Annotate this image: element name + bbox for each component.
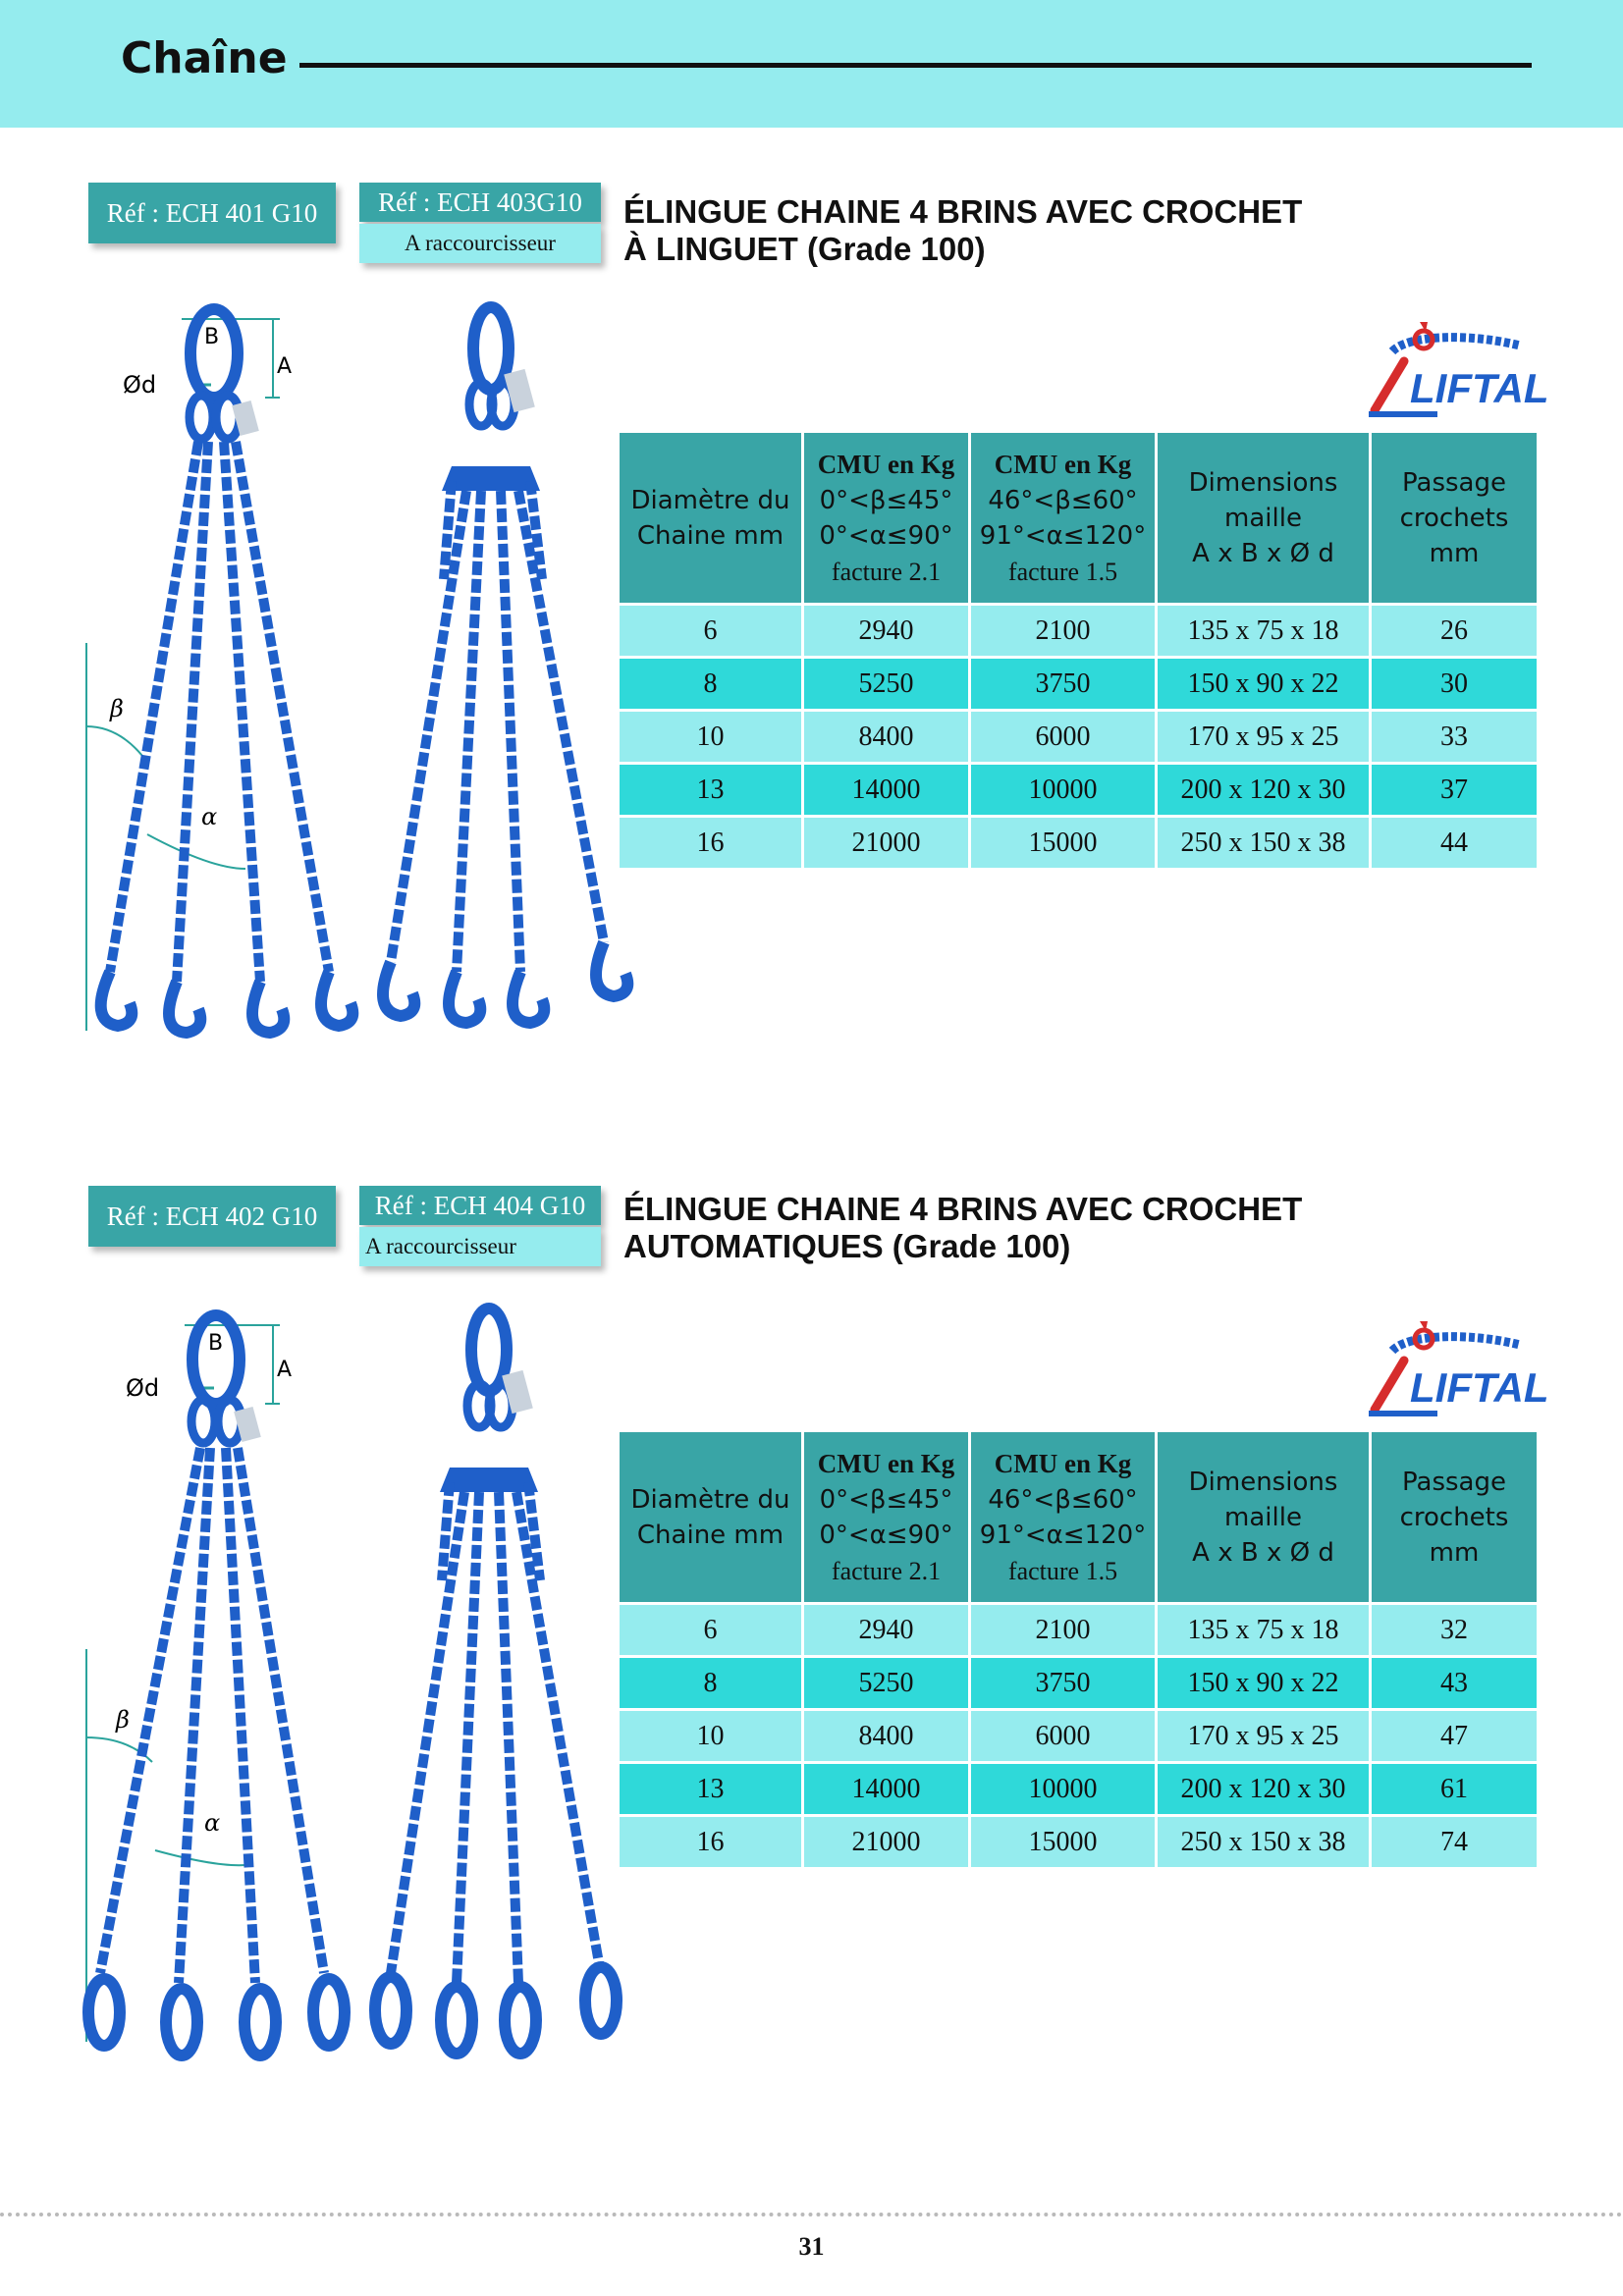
shortener-clutch-icon: [442, 466, 540, 491]
table-row: 13 14000 10000 200 x 120 x 30 37: [620, 765, 1537, 815]
col-cmu-2: CMU en Kg 46°<β≤60° 91°<α≤120° facture 1.5: [971, 1432, 1155, 1602]
liftal-logo: [1365, 1313, 1549, 1426]
chain-legs-icon: [110, 442, 329, 982]
table-row: 13 14000 10000 200 x 120 x 30 61: [620, 1764, 1537, 1814]
table-row: 8 5250 3750 150 x 90 x 22 30: [620, 659, 1537, 709]
product-1-spec-table: [617, 430, 1540, 871]
table-header-row: [620, 1432, 1537, 1602]
page-header: [0, 0, 1623, 128]
dimension-d-label: Ød: [126, 1374, 160, 1402]
col-cmu-1: CMU en Kg 0°<β≤45° 0°<α≤90° facture 2.1: [804, 433, 968, 603]
dimension-a-label: A: [277, 1358, 293, 1382]
product-2-sling-illustration: [79, 1306, 668, 2061]
shortener-clutch-icon: [440, 1468, 538, 1492]
chain-legs-icon: [100, 1448, 324, 1983]
table-row: 6 2940 2100 135 x 75 x 18 32: [620, 1605, 1537, 1655]
page-number: 31: [798, 2232, 825, 2261]
table-row: 10 8400 6000 170 x 95 x 25 47: [620, 1711, 1537, 1761]
alpha-angle-label: α: [204, 1809, 221, 1837]
hooks-icon: [101, 972, 353, 1033]
col-diametre: Diamètre du Chaine mm: [620, 1432, 801, 1602]
product-2-spec-table: [617, 1429, 1540, 1870]
product-1-ref-secondary: Réf : ECH 403G10: [359, 183, 601, 222]
col-cmu-2: CMU en Kg 46°<β≤60° 91°<α≤120° facture 1.5: [971, 433, 1155, 603]
table-row: 16 21000 15000 250 x 150 x 38 74: [620, 1817, 1537, 1867]
hooks-icon: [88, 1979, 345, 2056]
product-1-title-line2: À LINGUET (Grade 100): [623, 231, 986, 267]
liftal-logo-text: LIFTAL: [1410, 1364, 1549, 1411]
master-link-icon: [190, 309, 238, 398]
beta-angle-label: β: [116, 1706, 130, 1734]
col-cmu-1: CMU en Kg 0°<β≤45° 0°<α≤90° facture 2.1: [804, 1432, 968, 1602]
col-diametre: Diamètre du Chaine mm: [620, 433, 801, 603]
table-row: 16 21000 15000 250 x 150 x 38 44: [620, 818, 1537, 868]
dimension-b-label: B: [204, 325, 220, 349]
product-2-ref-secondary-sub: A raccourcisseur: [359, 1227, 601, 1266]
table-row: 8 5250 3750 150 x 90 x 22 43: [620, 1658, 1537, 1708]
alpha-angle-label: α: [201, 803, 218, 830]
col-dimensions: Dimensions maille A x B x Ø d: [1158, 1432, 1369, 1602]
col-dimensions: Dimensions maille A x B x Ø d: [1158, 433, 1369, 603]
product-2-title: [623, 1191, 1302, 1265]
table-row: 6 2940 2100 135 x 75 x 18 26: [620, 606, 1537, 656]
liftal-logo: [1365, 314, 1549, 427]
col-passage: Passage crochets mm: [1372, 1432, 1537, 1602]
product-1-sling-illustration: [79, 294, 668, 1041]
product-1-ref-main: Réf : ECH 401 G10: [88, 183, 336, 243]
col-passage: Passage crochets mm: [1372, 433, 1537, 603]
product-2-ref-secondary: Réf : ECH 404 G10: [359, 1186, 601, 1225]
product-2-title-line2: AUTOMATIQUES (Grade 100): [623, 1228, 1071, 1264]
product-1-title: [623, 193, 1302, 268]
dimension-b-label: B: [208, 1331, 224, 1356]
beta-angle-label: β: [110, 695, 124, 722]
table-header-row: [620, 433, 1537, 603]
header-rule: [299, 63, 1532, 68]
footer-divider: [0, 2213, 1623, 2216]
page-title: Chaîne: [121, 33, 288, 83]
product-2-ref-main: Réf : ECH 402 G10: [88, 1186, 336, 1247]
product-1-ref-secondary-sub: A raccourcisseur: [359, 224, 601, 263]
master-link-icon: [192, 1315, 240, 1404]
dimension-a-label: A: [277, 354, 293, 379]
dimension-d-label: Ød: [123, 371, 157, 399]
table-row: 10 8400 6000 170 x 95 x 25 33: [620, 712, 1537, 762]
product-2-title-line1: ÉLINGUE CHAINE 4 BRINS AVEC CROCHET: [623, 1191, 1303, 1227]
product-1-title-line1: ÉLINGUE CHAINE 4 BRINS AVEC CROCHET: [623, 193, 1303, 230]
liftal-logo-text: LIFTAL: [1410, 365, 1549, 411]
